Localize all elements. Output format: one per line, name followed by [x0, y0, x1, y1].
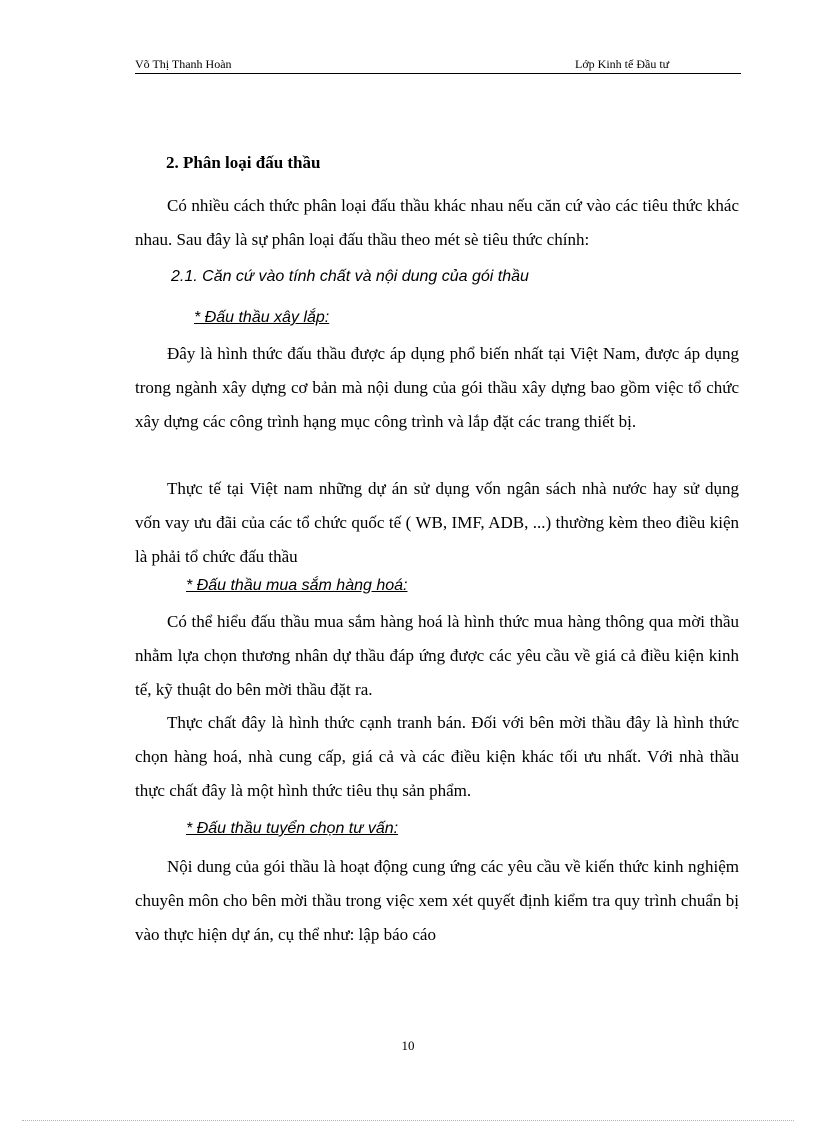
procurement-heading: * Đấu thầu mua sắm hàng hoá:	[186, 577, 408, 594]
procurement-paragraph-2: Thực chất đây là hình thức cạnh tranh bán. Đối với bên mời thầu đây là hình thức chọn hàng hoá, nhà cung cấp, giá cả và các điều kiện khác tối ưu nhất. Với nhà thầu thực chất đây là một hình thức tiêu thụ sản phẩm.	[135, 713, 739, 800]
consulting-paragraph-1: Nội dung của gói thầu là hoạt động cung ứng các yêu cầu về kiến thức kinh nghiệm chuyên môn cho bên mời thầu trong việc xem xét quyết định kiểm tra quy trình chuẩn bị vào thực hiện dự án, cụ thể như: lập báo cáo	[135, 857, 739, 944]
consulting-block-1	[135, 850, 739, 952]
intro-paragraph: Có nhiều cách thức phân loại đấu thầu khác nhau nếu căn cứ vào các tiêu thức khác nhau. Sau đây là sự phân loại đấu thầu theo mét sè tiêu thức chính:	[135, 196, 739, 249]
construction-heading: * Đấu thầu xây lắp:	[194, 309, 330, 326]
page-bottom-divider	[22, 1120, 794, 1121]
procurement-block-1	[135, 605, 739, 707]
header-class: Lớp Kinh tế Đầu tư	[575, 57, 670, 71]
construction-block-2	[135, 472, 739, 574]
procurement-paragraph-1: Có thể hiểu đấu thầu mua sắm hàng hoá là hình thức mua hàng thông qua mời thầu nhằm lựa chọn thương nhân dự thầu đáp ứng được các yêu cầu về giá cả điều kiện kinh tế, kỹ thuật do bên mời thầu đặt ra.	[135, 612, 739, 699]
procurement-block-2	[135, 706, 739, 808]
consulting-heading: * Đấu thầu tuyển chọn tư vấn:	[186, 820, 399, 837]
page-number: 10	[401, 1038, 415, 1053]
construction-block-1	[135, 337, 739, 439]
page-header	[135, 55, 741, 74]
construction-paragraph-2: Thực tế tại Việt nam những dự án sử dụng vốn ngân sách nhà nước hay sử dụng vốn vay ưu đãi của các tổ chức quốc tế ( WB, IMF, ADB, ...) thường kèm theo điều kiện là phải tổ chức đấu thầu	[135, 479, 739, 566]
subsection-title: 2.1. Căn cứ vào tính chất và nội dung của gói thầu	[171, 268, 529, 285]
section-title: 2. Phân loại đấu thầu	[166, 153, 321, 172]
intro-block	[135, 189, 739, 257]
header-author: Võ Thị Thanh Hoàn	[135, 57, 232, 71]
construction-paragraph-1: Đây là hình thức đấu thầu được áp dụng phổ biến nhất tại Việt Nam, được áp dụng trong ngành xây dựng cơ bản mà nội dung của gói thầu xây dựng bao gồm việc tổ chức xây dựng các công trình hạng mục công trình và lắp đặt các trang thiết bị.	[135, 344, 739, 431]
